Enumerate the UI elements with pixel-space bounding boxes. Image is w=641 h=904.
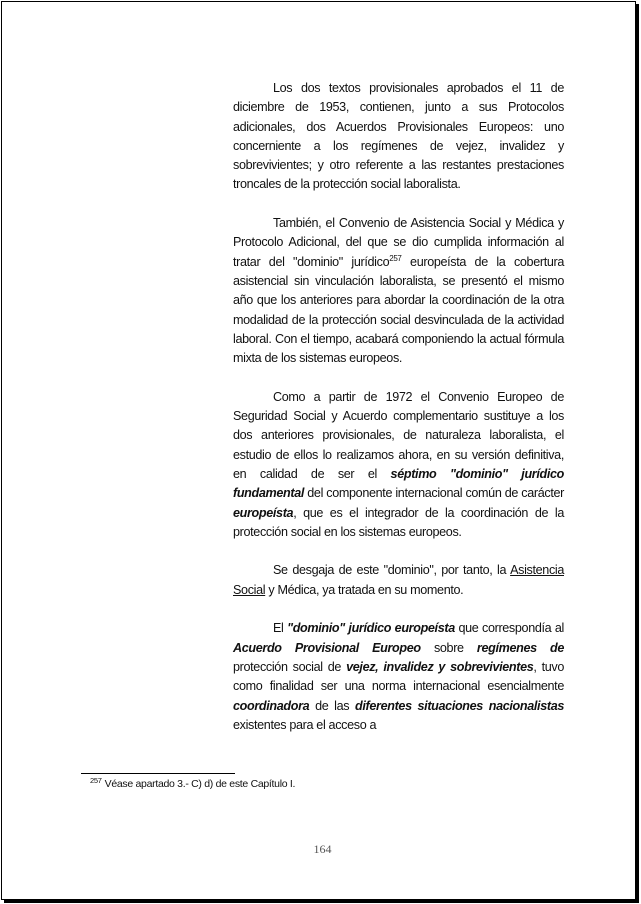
paragraph-text: Se desgaja de este "dominio", por tanto, la (273, 563, 511, 578)
paragraph-text: existentes para el acceso a (233, 717, 377, 732)
paragraph-text: de las (309, 698, 356, 713)
paragraph-text: Los dos textos provisionales aprobados el 11 de diciembre de 1953, contienen, junto a sus Protocolos adicionales, dos Acuerdos Provisionales Europeos: uno concerniente a los regímenes de vejez, invalidez y sobrevivientes; y otro referente a las restantes prestaciones troncales de la protección social laboralista. (233, 81, 564, 192)
footnote-number: 257 (90, 776, 102, 785)
paragraph-text: También, el Convenio de Asistencia Social y Médica y Protocolo Adicional, del que se dio cumplida información al tratar del "dominio" jurídico (233, 216, 564, 269)
paragraph (233, 79, 564, 195)
footnote-reference[interactable]: 257 (389, 253, 402, 263)
paragraph-text: El (273, 621, 288, 636)
emphasis-text: "dominio" jurídico europeísta (287, 621, 455, 636)
paragraph-text: , tuvo como finalidad ser una norma internacional esencialmente (233, 659, 564, 694)
paragraph (233, 214, 564, 368)
emphasis-text: séptimo "dominio" jurídico fundamental (233, 466, 564, 501)
footnote-divider (81, 773, 235, 774)
page (1, 1, 636, 900)
body-text (233, 79, 564, 754)
paragraph (233, 561, 564, 600)
footnote (90, 778, 295, 790)
paragraph-text: que correspondía al (454, 621, 564, 636)
emphasis-text: Acuerdo Provisional Europeo (233, 640, 421, 655)
emphasis-text: diferentes situaciones nacionalistas (355, 698, 564, 713)
page-number: 164 (313, 842, 332, 856)
paragraph-text: , que es el integrador de la coordinación de la protección social en los sistemas europeos. (233, 505, 564, 539)
paragraph-text: europeísta de la cobertura asistencial sin vinculación laboralista, se presentó el mismo año que los anteriores para abordar la coordinación de la otra modalidad de la protección social desvinculada de la actividad laboral. Con el tiempo, acabará componiendo la actual fórmula mixta de los sistemas europeos. (233, 254, 564, 366)
emphasis-text: coordinadora (233, 698, 310, 713)
paragraph-text: protección social de (233, 659, 347, 674)
paragraph (233, 619, 564, 735)
emphasis-text: vejez, invalidez y sobrevivientes (346, 659, 534, 674)
paragraph-text: y Médica, ya tratada en su momento. (265, 582, 464, 597)
emphasis-text: europeísta (233, 505, 294, 520)
underlined-text: Asistencia Social (233, 563, 564, 597)
paragraph-text: del componente internacional común de carácter (304, 486, 564, 501)
footnote-text: Véase apartado 3.- C) d) de este Capítulo I. (104, 778, 296, 790)
paragraph (233, 388, 564, 542)
emphasis-text: regímenes de (476, 640, 564, 655)
paragraph-text: Como a partir de 1972 el Convenio Europeo de Seguridad Social y Acuerdo complementario sustituye a los dos anteriores provisionales, de naturaleza laboralista, el estudio de ellos lo realizamos ahora, en su versión definitiva, en calidad de ser el (233, 389, 564, 481)
paragraph-text: sobre (420, 640, 477, 655)
